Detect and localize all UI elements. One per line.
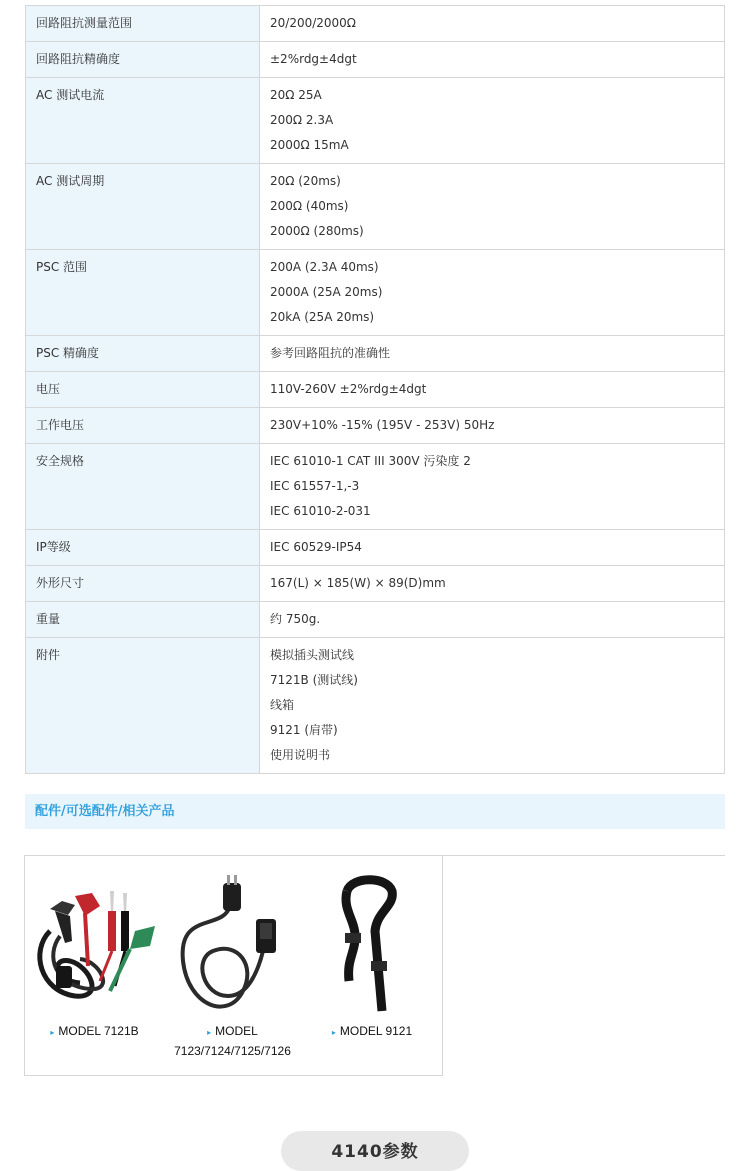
spec-value: 参考回路阻抗的准确性 — [270, 346, 391, 360]
section-title: 配件/可选配件/相关产品 — [35, 804, 175, 819]
spec-value-cell — [260, 444, 725, 530]
accessory-label-text: MODEL 7121B — [58, 1024, 139, 1038]
spec-row — [26, 336, 725, 372]
spec-value-cell — [260, 42, 725, 78]
spec-row — [26, 78, 725, 164]
bottom-tab-parameters[interactable] — [281, 1131, 469, 1171]
spec-value-cell — [260, 566, 725, 602]
spec-table — [25, 5, 725, 774]
accessories-row — [24, 855, 725, 1075]
spec-label: 回路阻抗测量范围 — [36, 16, 133, 30]
test-leads-image — [30, 871, 160, 1016]
spec-value: 2000Ω (280ms) — [270, 224, 364, 238]
spec-label-cell — [26, 566, 260, 602]
spec-label-cell — [26, 42, 260, 78]
spec-value: 167(L) × 185(W) × 89(D)mm — [270, 576, 446, 590]
spec-label: 附件 — [36, 648, 61, 662]
spec-label-cell — [26, 372, 260, 408]
spec-label-cell — [26, 164, 260, 250]
accessory-label-text: MODEL 9121 — [339, 1024, 413, 1038]
spec-value-cell — [260, 336, 725, 372]
spec-value: 20kA (25A 20ms) — [270, 310, 375, 324]
spec-value: 230V+10% -15% (195V - 253V) 50Hz — [270, 418, 495, 432]
spec-value-cell — [260, 638, 725, 774]
spec-value: IEC 61557-1,-3 — [270, 479, 360, 493]
spec-label-cell — [26, 602, 260, 638]
spec-row — [26, 566, 725, 602]
spec-row — [26, 444, 725, 530]
spec-label-cell — [26, 638, 260, 774]
spec-label: 工作电压 — [36, 418, 85, 432]
spec-label: PSC 范围 — [36, 260, 88, 274]
spec-value: 20/200/2000Ω — [270, 16, 356, 30]
spec-value: 线箱 — [270, 698, 295, 712]
accessories-section-header — [25, 794, 725, 829]
spec-value-cell — [260, 530, 725, 566]
spec-value-cell — [260, 602, 725, 638]
accessory-label[interactable] — [302, 1022, 442, 1042]
spec-label: IP等级 — [36, 540, 71, 554]
spec-label-cell — [26, 408, 260, 444]
spec-label: AC 测试周期 — [36, 174, 105, 188]
bottom-tab-label: 4140参数 — [331, 1142, 419, 1162]
spec-value: 7121B (测试线) — [270, 673, 358, 687]
spec-value: IEC 61010-2-031 — [270, 504, 371, 518]
spec-row — [26, 250, 725, 336]
power-cord-image — [168, 871, 298, 1016]
spec-value-cell — [260, 250, 725, 336]
bullet-icon: ▸ — [207, 1028, 212, 1037]
spec-label-cell — [26, 530, 260, 566]
spec-value: 20Ω 25A — [270, 88, 322, 102]
spec-row — [26, 372, 725, 408]
spec-row — [26, 602, 725, 638]
accessory-label[interactable] — [25, 1022, 164, 1042]
spec-label: 重量 — [36, 612, 61, 626]
spec-label: 电压 — [36, 382, 61, 396]
spec-label: PSC 精确度 — [36, 346, 100, 360]
spec-label-cell — [26, 250, 260, 336]
spec-value: IEC 60529-IP54 — [270, 540, 362, 554]
spec-row — [26, 638, 725, 774]
spec-value: 200Ω (40ms) — [270, 199, 349, 213]
spec-value-cell — [260, 164, 725, 250]
spec-value-cell — [260, 372, 725, 408]
spec-value-cell — [260, 408, 725, 444]
spec-label-cell — [26, 78, 260, 164]
spec-label-cell — [26, 336, 260, 372]
accessory-label-text: MODEL 7123/7124/7125/7126 — [174, 1024, 291, 1058]
accessory-label[interactable] — [163, 1022, 302, 1061]
spec-label: 回路阻抗精确度 — [36, 52, 121, 66]
spec-label: AC 测试电流 — [36, 88, 105, 102]
bullet-icon: ▸ — [331, 1028, 336, 1037]
accessory-card-9121[interactable] — [302, 855, 443, 1076]
spec-value: ±2%rdg±4dgt — [270, 52, 357, 66]
spec-label: 外形尺寸 — [36, 576, 85, 590]
spec-value: 200A (2.3A 40ms) — [270, 260, 379, 274]
spec-label-cell — [26, 6, 260, 42]
spec-row — [26, 164, 725, 250]
spec-value: IEC 61010-1 CAT III 300V 污染度 2 — [270, 454, 471, 468]
spec-value-cell — [260, 78, 725, 164]
accessory-card-7121b[interactable] — [24, 855, 165, 1076]
spec-label-cell — [26, 444, 260, 530]
spec-value: 约 750g. — [270, 612, 321, 626]
spec-value: 110V-260V ±2%rdg±4dgt — [270, 382, 427, 396]
spec-value: 20Ω (20ms) — [270, 174, 341, 188]
spec-value: 2000Ω 15mA — [270, 138, 349, 152]
spec-value: 9121 (肩带) — [270, 723, 338, 737]
spec-label: 安全规格 — [36, 454, 85, 468]
shoulder-strap-image — [307, 871, 437, 1016]
spec-row — [26, 408, 725, 444]
accessory-card-7123[interactable] — [163, 855, 303, 1076]
spec-row — [26, 42, 725, 78]
spec-value: 2000A (25A 20ms) — [270, 285, 383, 299]
spec-value: 模拟插头测试线 — [270, 648, 355, 662]
spec-value: 使用说明书 — [270, 748, 331, 762]
spec-value-cell — [260, 6, 725, 42]
spec-row — [26, 6, 725, 42]
bullet-icon: ▸ — [50, 1028, 55, 1037]
spec-row — [26, 530, 725, 566]
spec-value: 200Ω 2.3A — [270, 113, 334, 127]
